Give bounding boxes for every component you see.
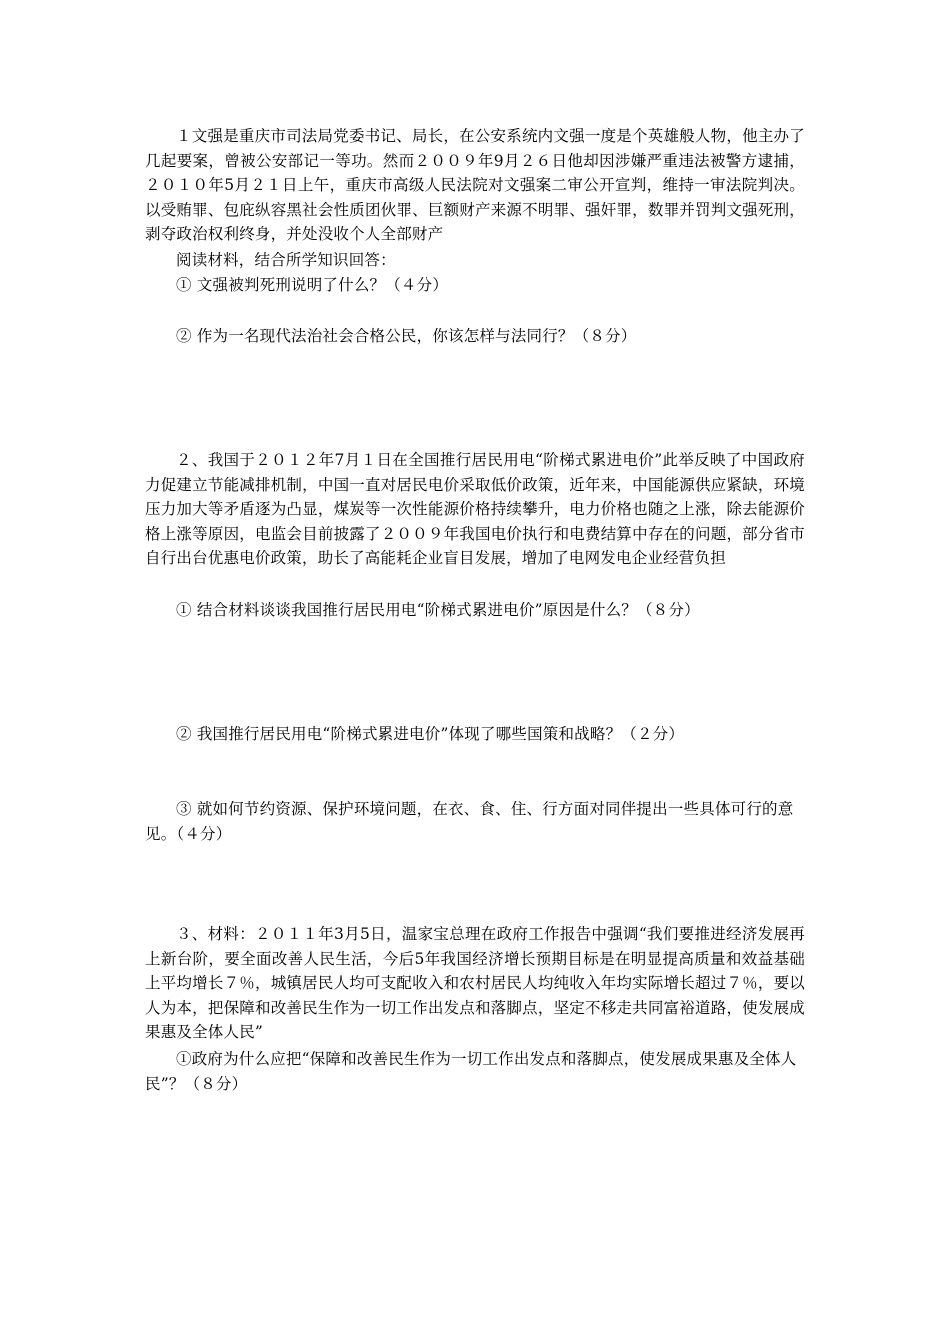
question-3-sub-1: ①政府为什么应把“保障和改善民生作为一切工作出发点和落脚点，使发展成果惠及全体人民”？（８分） xyxy=(145,1050,797,1093)
question-1-sub-2: ② 作为一名现代法治社会合格公民，你该怎样与法同行？（８分） xyxy=(176,327,637,345)
question-1-sub-1: ① 文强被判死刑说明了什么？（４分） xyxy=(176,276,449,294)
question-2-material: ２、我国于２０１２年7月１日在全国推行居民用电“阶梯式累进电价”此举反映了中国政府力促建立节能减排机制，中国一直对居民电价采取低价政策，近年来，中国能源供应紧缺，环境压力加大等矛盾逐为凸显，煤炭等一次性能源价格持续攀升，电力价格也随之上涨，除去能源价格上涨等原因，电监会目前披露了２００９年我国电价执行和电费结算中存在的问题，部分省市自行出台优惠电价政策，助长了高能耗企业盲目发展，增加了电网发电企业经营负担 xyxy=(145,451,805,567)
question-3-material: ３、材料：２０１１年3月5日，温家宝总理在政府工作报告中强调“我们要推进经济发展再上新台阶，要全面改善人民生活，今后5年我国经济增长预期目标是在明显提高质量和效益基础上平均增长７％，城镇居民人均可支配收入和农村居民人均纯收入年均实际增长超过７％，要以人为本，把保障和改善民生作为一切工作出发点和落脚点，坚定不移走共同富裕道路，使发展成果惠及全体人民” xyxy=(145,925,805,1041)
question-2-sub-3: ③ 就如何节约资源、保护环境问题，在衣、食、住、行方面对同伴提出一些具体可行的意见。（４分） xyxy=(145,800,794,843)
question-2-sub-2: ② 我国推行居民用电“阶梯式累进电价”体现了哪些国策和战略？（２分） xyxy=(176,725,685,743)
question-2-sub-1: ① 结合材料谈谈我国推行居民用电“阶梯式累进电价”原因是什么？（８分） xyxy=(176,601,700,619)
question-1-instruction: 阅读材料，结合所学知识回答： xyxy=(176,251,396,269)
question-1-material: １文强是重庆市司法局党委书记、局长，在公安系统内文强一度是个英雄般人物，他主办了几起要案，曾被公安部记一等功。然而２００９年9月２６日他却因涉嫌严重违法被警方逮捕，２０１０年5月２１日上午，重庆市高级人民法院对文强案二审公开宣判，维持一审法院判决。以受贿罪、包庇纵容黑社会性质团伙罪、巨额财产来源不明罪、强奸罪，数罪并罚判文强死刑，剥夺政治权利终身，并处没收个人全部财产 xyxy=(145,127,805,243)
